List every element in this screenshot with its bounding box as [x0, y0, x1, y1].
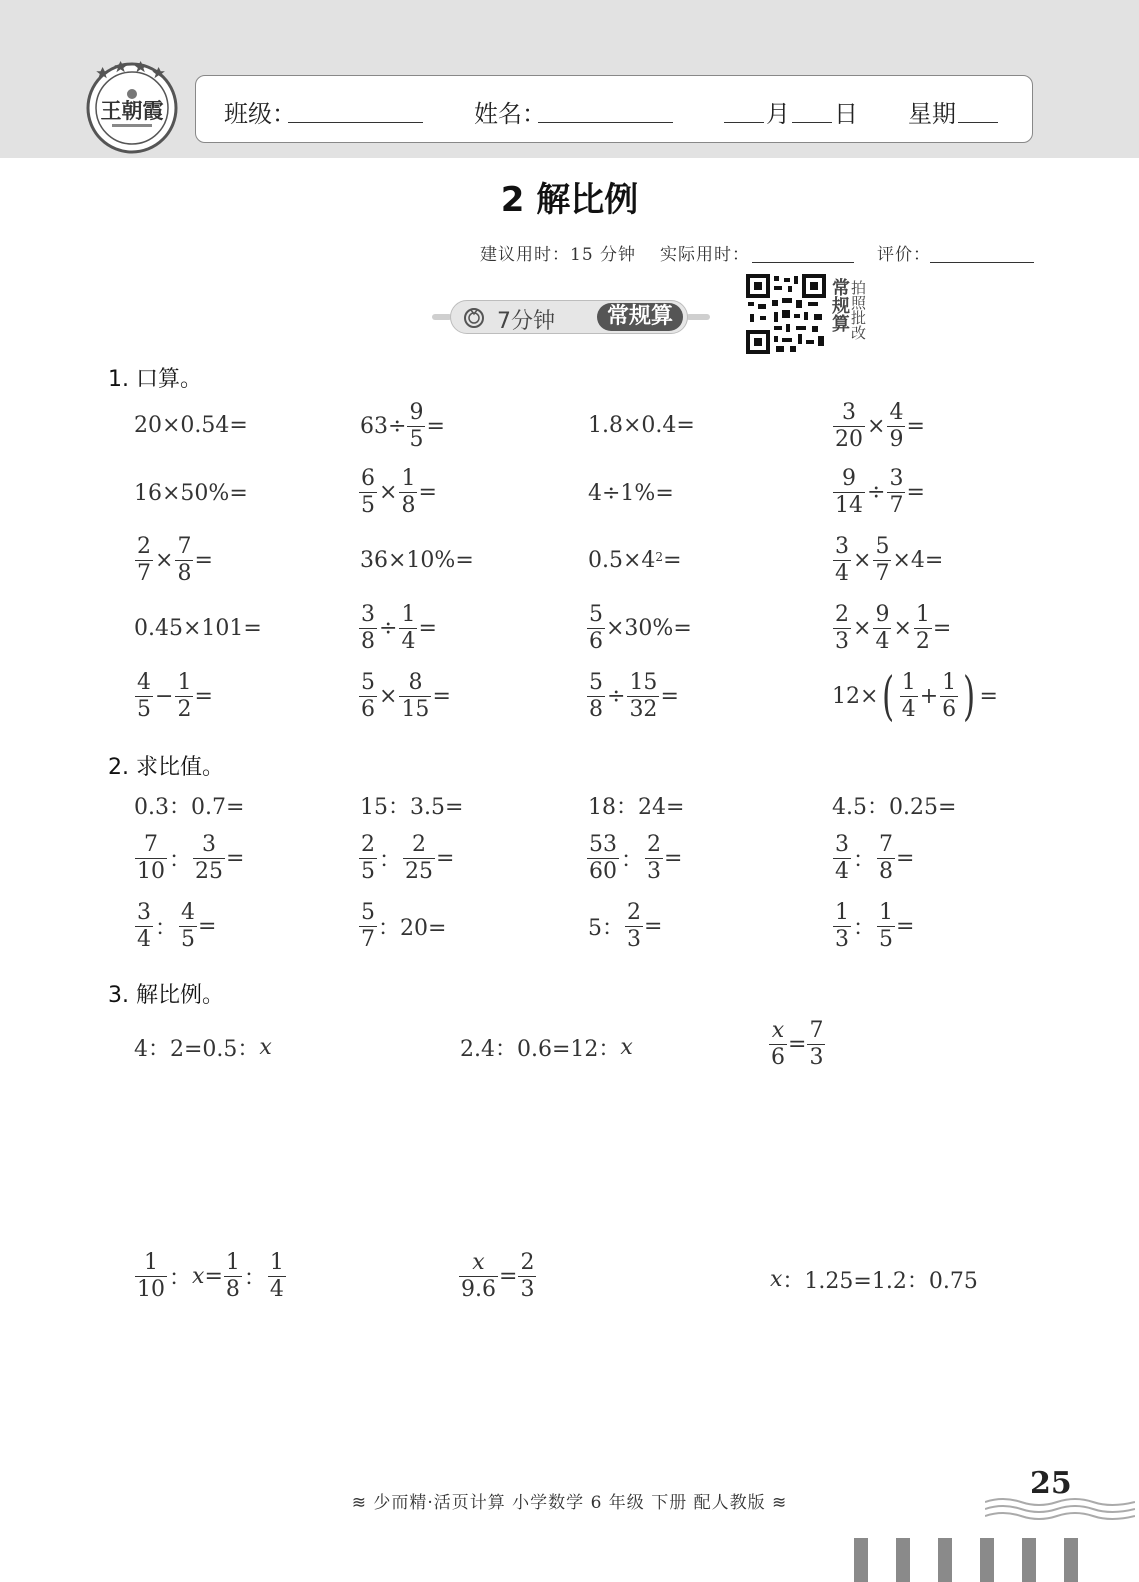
month-label: 月: [766, 100, 790, 128]
mental-calc-20: 12× ( $\frac{1}{4}$ + $\frac{1}{6}$ ) =: [832, 666, 998, 727]
suggested-time: 建议用时：15 分钟: [480, 245, 637, 265]
mental-calc-18: $\frac{5}{6}$ × $\frac{8}{15}$ =: [361, 670, 451, 722]
ratio-10: $\frac{5}{7}$ ：20=: [361, 900, 447, 952]
actual-time-label: 实际用时：: [660, 245, 750, 265]
mental-calc-9: $\frac{2}{7}$ × $\frac{7}{8}$ =: [137, 534, 213, 586]
badge-tag: 常规算: [597, 303, 683, 331]
day-label: 日: [834, 100, 858, 128]
mental-calc-12: $\frac{3}{4}$ × $\frac{5}{7}$ ×4=: [835, 534, 944, 586]
ratio-2: 15：3.5=: [360, 795, 464, 820]
actual-time-blank[interactable]: [752, 262, 854, 263]
ratio-4: 4.5：0.25=: [832, 795, 957, 820]
mental-calc-17: $\frac{4}{5}$ − $\frac{1}{2}$ =: [137, 670, 213, 722]
mental-calc-10: 36×10%=: [360, 548, 474, 573]
ratio-9: $\frac{3}{4}$ ： $\frac{4}{5}$ =: [137, 900, 217, 952]
rating-blank[interactable]: [930, 262, 1034, 263]
qr-caption-right: 拍照批改: [849, 280, 867, 340]
medal-icon: [463, 307, 485, 329]
mental-calc-13: 0.45×101=: [134, 616, 262, 641]
section-1-heading: 1. 口算。: [108, 367, 202, 392]
ratio-1: 0.3：0.7=: [134, 795, 245, 820]
ratio-5: $\frac{7}{10}$ ： $\frac{3}{25}$ =: [137, 832, 245, 884]
mental-calc-16: $\frac{2}{3}$ × $\frac{9}{4}$ × $\frac{1}{2}$ =: [835, 602, 952, 654]
proportion-6: x ：1.25=1.2：0.75: [770, 1267, 978, 1294]
mental-calc-6: $\frac{6}{5}$ × $\frac{1}{8}$ =: [361, 466, 437, 518]
ratio-8: $\frac{3}{4}$ ： $\frac{7}{8}$ =: [835, 832, 915, 884]
proportion-2: 2.4：0.6=12： x: [460, 1035, 633, 1062]
name-blank[interactable]: [538, 122, 673, 123]
footer-text: ≋ 少而精·活页计算 小学数学 6 年级 下册 配人教版 ≋: [351, 1493, 788, 1513]
weekday-blank[interactable]: [958, 122, 998, 123]
badge-time: 7分钟: [497, 309, 555, 334]
rating-label: 评价：: [877, 245, 931, 265]
mental-calc-4: $\frac{3}{20}$ × $\frac{4}{9}$ =: [835, 400, 925, 452]
mental-calc-14: $\frac{3}{8}$ ÷ $\frac{1}{4}$ =: [361, 602, 437, 654]
ratio-7: $\frac{53}{60}$ ： $\frac{2}{3}$ =: [589, 832, 683, 884]
weekday-label: 星期: [908, 100, 956, 128]
mental-calc-3: 1.8×0.4=: [588, 413, 695, 438]
time-badge: [450, 300, 688, 334]
badge-line-left: [432, 314, 452, 320]
ratio-11: 5： $\frac{2}{3}$ =: [588, 900, 663, 952]
ratio-3: 18：24=: [588, 795, 685, 820]
day-blank[interactable]: [792, 122, 832, 123]
mental-calc-15: $\frac{5}{6}$ ×30%=: [589, 602, 692, 654]
page-number: 25: [1030, 1466, 1072, 1501]
ratio-12: $\frac{1}{3}$ ： $\frac{1}{5}$ =: [835, 900, 915, 952]
class-label: 班级：: [224, 100, 296, 128]
proportion-4: $\frac{1}{10}$ ： x = $\frac{1}{8}$ ： $\frac{1}{4}$: [137, 1250, 284, 1302]
mental-calc-7: 4÷1%=: [588, 481, 674, 506]
qr-code-icon[interactable]: [746, 274, 826, 354]
month-blank[interactable]: [724, 122, 764, 123]
mental-calc-1: 20×0.54=: [134, 413, 248, 438]
mental-calc-2: 63÷ $\frac{9}{5}$ =: [360, 400, 445, 452]
page-title: 2 解比例: [500, 180, 639, 220]
class-blank[interactable]: [288, 122, 423, 123]
badge-line-right: [686, 314, 710, 320]
section-2-heading: 2. 求比值。: [108, 755, 224, 780]
svg-text:王朝霞: 王朝霞: [100, 98, 164, 123]
qr-caption-left: 常规算: [829, 278, 850, 332]
section-3-heading: 3. 解比例。: [108, 983, 224, 1008]
proportion-1: 4：2=0.5： x: [134, 1035, 272, 1062]
name-label: 姓名：: [474, 100, 546, 128]
proportion-3: $\frac{x}{6}$ = $\frac{7}{3}$: [771, 1018, 824, 1070]
mental-calc-11: 0.5×4 $^2$ =: [588, 548, 682, 573]
publisher-logo: [84, 58, 180, 154]
mental-calc-8: $\frac{9}{14}$ ÷ $\frac{3}{7}$ =: [835, 466, 925, 518]
mental-calc-19: $\frac{5}{8}$ ÷ $\frac{15}{32}$ =: [589, 670, 679, 722]
proportion-5: $\frac{x}{9.6}$ = $\frac{2}{3}$: [461, 1250, 535, 1302]
mental-calc-5: 16×50%=: [134, 481, 248, 506]
student-info-box: [195, 75, 1033, 143]
edge-bars-decoration: [850, 1538, 1139, 1582]
ratio-6: $\frac{2}{5}$ ： $\frac{2}{25}$ =: [361, 832, 455, 884]
